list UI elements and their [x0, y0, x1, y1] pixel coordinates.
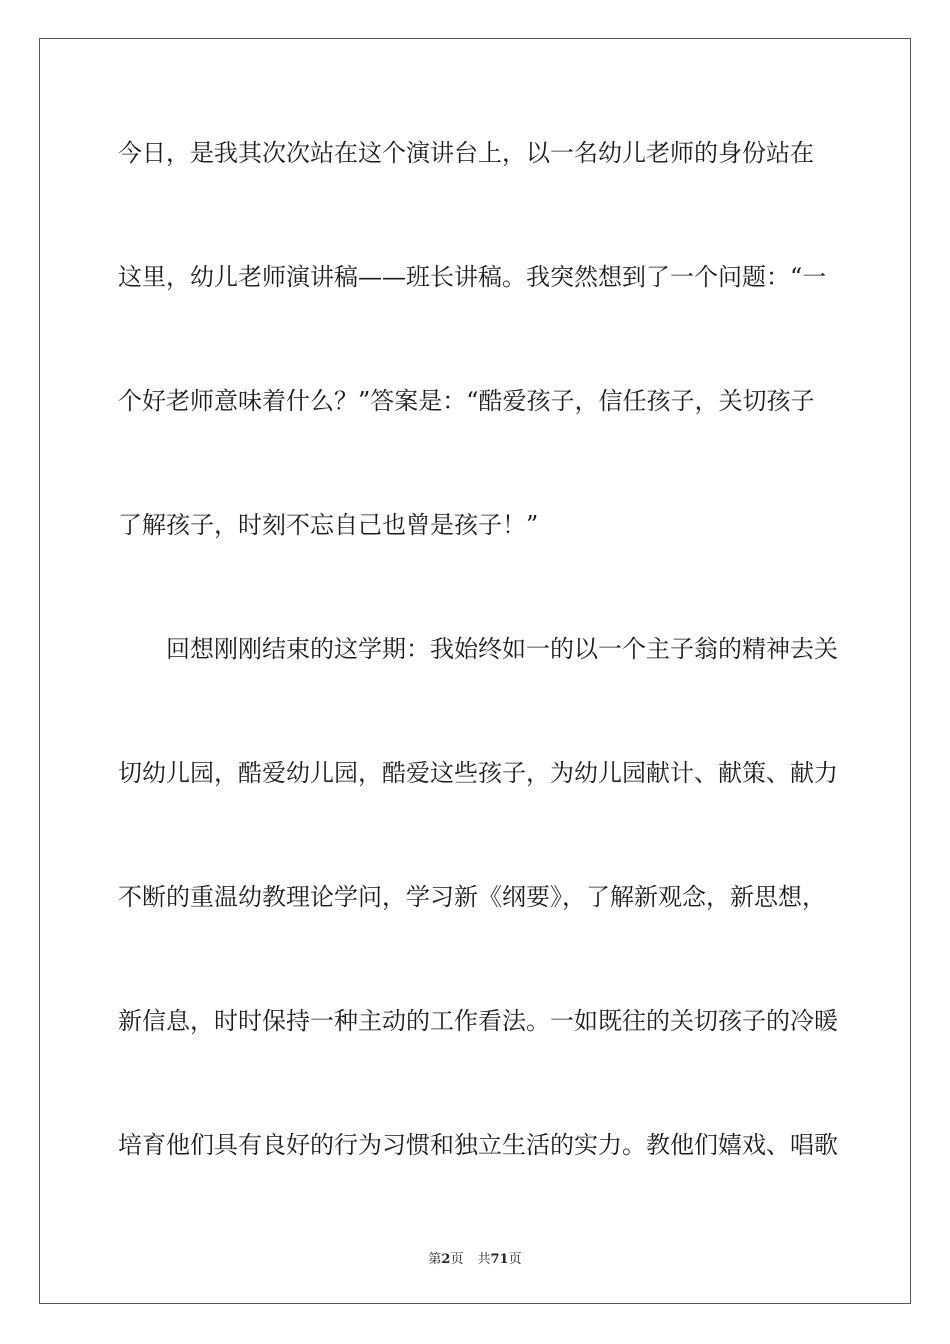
page-footer	[0, 1248, 950, 1267]
body-line-1: 今日，是我其次次站在这个演讲台上，以一名幼儿老师的身份站在	[118, 139, 814, 167]
page-border	[39, 38, 911, 1304]
body-line-4: 了解孩子，时刻不忘自己也曾是孩子！”	[118, 511, 539, 539]
body-line-7: 不断的重温幼教理论学问，学习新《纲要》，了解新观念，新思想，	[118, 883, 826, 911]
body-line-3: 个好老师意味着什么？”答案是：“酷爱孩子，信任孩子，关切孩子	[118, 387, 815, 415]
footer-page-number: 2	[441, 1252, 451, 1267]
footer-total-suffix: 页	[508, 1252, 522, 1267]
footer-page-prefix: 第	[428, 1252, 442, 1267]
body-line-5: 回想刚刚结束的这学期：我始终如一的以一个主子翁的精神去关	[118, 635, 838, 663]
footer-total-pages: 71	[490, 1252, 509, 1267]
body-line-9: 培育他们具有良好的行为习惯和独立生活的实力。教他们嬉戏、唱歌	[118, 1131, 838, 1159]
body-line-8: 新信息，时时保持一种主动的工作看法。一如既往的关切孩子的冷暖	[118, 1007, 838, 1035]
footer-page-suffix: 页	[450, 1252, 464, 1267]
body-line-2: 这里，幼儿老师演讲稿——班长讲稿。我突然想到了一个问题：“一	[118, 263, 827, 291]
footer-total-prefix: 共	[477, 1252, 491, 1267]
body-line-6: 切幼儿园，酷爱幼儿园，酷爱这些孩子，为幼儿园献计、献策、献力	[118, 759, 838, 787]
